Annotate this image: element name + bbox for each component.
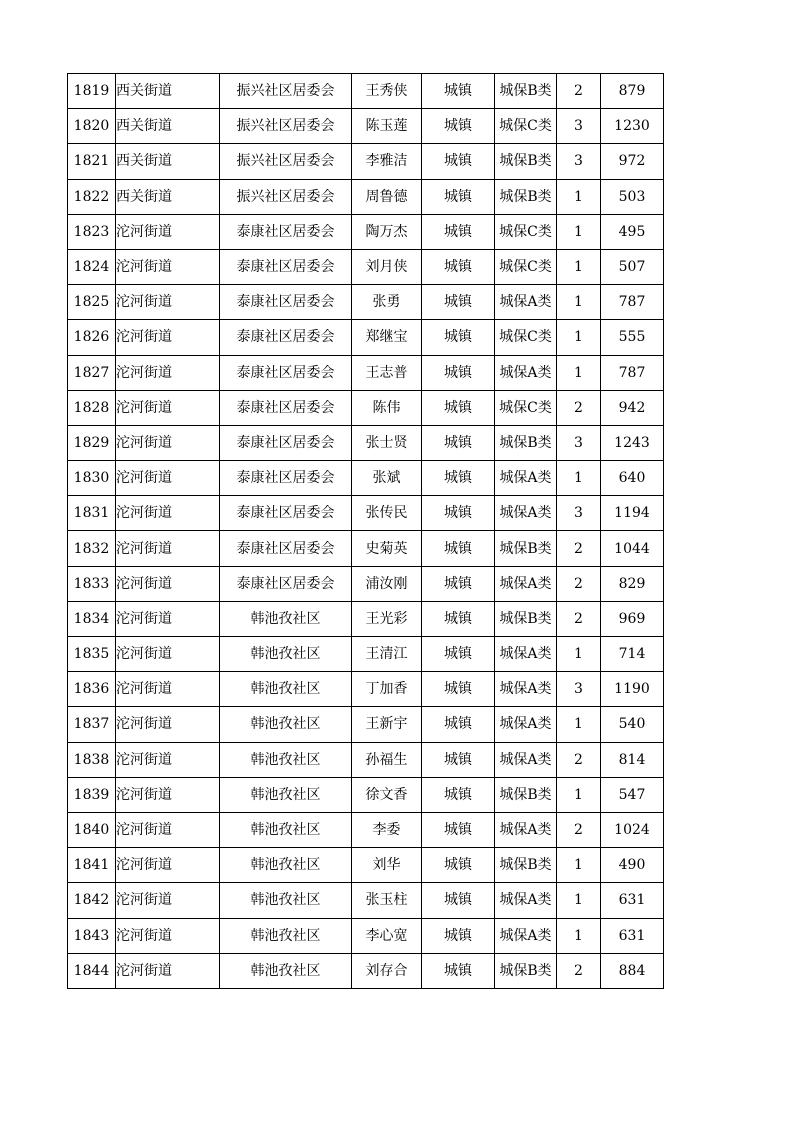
person-name-cell: 陈玉莲 xyxy=(352,109,422,144)
amount-cell: 829 xyxy=(601,566,664,601)
area-type-cell: 城镇 xyxy=(422,883,495,918)
area-type-cell: 城镇 xyxy=(422,109,495,144)
household-count-cell: 1 xyxy=(557,214,601,249)
street-cell: 沱河街道 xyxy=(116,214,220,249)
row-number-cell: 1820 xyxy=(68,109,116,144)
amount-cell: 1190 xyxy=(601,672,664,707)
table-row xyxy=(68,883,664,918)
insurance-category-cell: 城保B类 xyxy=(495,848,557,883)
area-type-cell: 城镇 xyxy=(422,425,495,460)
amount-cell: 972 xyxy=(601,144,664,179)
street-cell: 西关街道 xyxy=(116,144,220,179)
community-cell: 韩池孜社区 xyxy=(220,777,352,812)
insurance-category-cell: 城保B类 xyxy=(495,425,557,460)
household-count-cell: 1 xyxy=(557,848,601,883)
street-cell: 西关街道 xyxy=(116,109,220,144)
person-name-cell: 浦汝刚 xyxy=(352,566,422,601)
table-row xyxy=(68,355,664,390)
table-row xyxy=(68,812,664,847)
person-name-cell: 王清江 xyxy=(352,637,422,672)
community-cell: 泰康社区居委会 xyxy=(220,214,352,249)
community-cell: 振兴社区居委会 xyxy=(220,74,352,109)
household-count-cell: 3 xyxy=(557,425,601,460)
insurance-category-cell: 城保B类 xyxy=(495,601,557,636)
household-count-cell: 2 xyxy=(557,742,601,777)
row-number-cell: 1824 xyxy=(68,249,116,284)
street-cell: 沱河街道 xyxy=(116,390,220,425)
insurance-category-cell: 城保A类 xyxy=(495,883,557,918)
table-row xyxy=(68,425,664,460)
insurance-category-cell: 城保C类 xyxy=(495,249,557,284)
person-name-cell: 张勇 xyxy=(352,285,422,320)
row-number-cell: 1844 xyxy=(68,953,116,988)
area-type-cell: 城镇 xyxy=(422,812,495,847)
row-number-cell: 1842 xyxy=(68,883,116,918)
street-cell: 沱河街道 xyxy=(116,848,220,883)
household-count-cell: 1 xyxy=(557,285,601,320)
row-number-cell: 1835 xyxy=(68,637,116,672)
table-row xyxy=(68,249,664,284)
household-count-cell: 2 xyxy=(557,812,601,847)
insurance-category-cell: 城保C类 xyxy=(495,109,557,144)
street-cell: 西关街道 xyxy=(116,74,220,109)
insurance-category-cell: 城保B类 xyxy=(495,179,557,214)
amount-cell: 884 xyxy=(601,953,664,988)
person-name-cell: 张玉柱 xyxy=(352,883,422,918)
insurance-category-cell: 城保A类 xyxy=(495,355,557,390)
row-number-cell: 1826 xyxy=(68,320,116,355)
person-name-cell: 周鲁德 xyxy=(352,179,422,214)
area-type-cell: 城镇 xyxy=(422,144,495,179)
community-cell: 韩池孜社区 xyxy=(220,918,352,953)
community-cell: 泰康社区居委会 xyxy=(220,566,352,601)
amount-cell: 1243 xyxy=(601,425,664,460)
household-count-cell: 2 xyxy=(557,390,601,425)
amount-cell: 495 xyxy=(601,214,664,249)
community-cell: 泰康社区居委会 xyxy=(220,390,352,425)
street-cell: 沱河街道 xyxy=(116,355,220,390)
insurance-category-cell: 城保A类 xyxy=(495,672,557,707)
row-number-cell: 1832 xyxy=(68,531,116,566)
area-type-cell: 城镇 xyxy=(422,953,495,988)
person-name-cell: 王新宇 xyxy=(352,707,422,742)
street-cell: 沱河街道 xyxy=(116,883,220,918)
row-number-cell: 1822 xyxy=(68,179,116,214)
table-row xyxy=(68,179,664,214)
insurance-category-cell: 城保B类 xyxy=(495,74,557,109)
person-name-cell: 王志普 xyxy=(352,355,422,390)
person-name-cell: 张传民 xyxy=(352,496,422,531)
amount-cell: 787 xyxy=(601,285,664,320)
person-name-cell: 李委 xyxy=(352,812,422,847)
street-cell: 沱河街道 xyxy=(116,918,220,953)
insurance-category-cell: 城保C类 xyxy=(495,320,557,355)
table-row xyxy=(68,672,664,707)
street-cell: 沱河街道 xyxy=(116,566,220,601)
amount-cell: 1194 xyxy=(601,496,664,531)
community-cell: 泰康社区居委会 xyxy=(220,531,352,566)
insurance-category-cell: 城保A类 xyxy=(495,285,557,320)
table-row xyxy=(68,848,664,883)
household-count-cell: 1 xyxy=(557,707,601,742)
person-name-cell: 丁加香 xyxy=(352,672,422,707)
insurance-category-cell: 城保A类 xyxy=(495,461,557,496)
household-count-cell: 1 xyxy=(557,249,601,284)
table-row xyxy=(68,601,664,636)
person-name-cell: 张士贤 xyxy=(352,425,422,460)
amount-cell: 640 xyxy=(601,461,664,496)
insurance-category-cell: 城保A类 xyxy=(495,707,557,742)
amount-cell: 490 xyxy=(601,848,664,883)
household-count-cell: 1 xyxy=(557,918,601,953)
area-type-cell: 城镇 xyxy=(422,531,495,566)
area-type-cell: 城镇 xyxy=(422,179,495,214)
table-row xyxy=(68,285,664,320)
row-number-cell: 1819 xyxy=(68,74,116,109)
row-number-cell: 1828 xyxy=(68,390,116,425)
community-cell: 韩池孜社区 xyxy=(220,672,352,707)
table-row xyxy=(68,461,664,496)
insurance-category-cell: 城保B类 xyxy=(495,144,557,179)
row-number-cell: 1830 xyxy=(68,461,116,496)
person-name-cell: 郑继宝 xyxy=(352,320,422,355)
amount-cell: 942 xyxy=(601,390,664,425)
table-row xyxy=(68,707,664,742)
table-row xyxy=(68,566,664,601)
household-count-cell: 1 xyxy=(557,355,601,390)
community-cell: 韩池孜社区 xyxy=(220,637,352,672)
table-row xyxy=(68,918,664,953)
amount-cell: 1024 xyxy=(601,812,664,847)
area-type-cell: 城镇 xyxy=(422,672,495,707)
row-number-cell: 1827 xyxy=(68,355,116,390)
insurance-category-cell: 城保A类 xyxy=(495,566,557,601)
area-type-cell: 城镇 xyxy=(422,74,495,109)
household-count-cell: 2 xyxy=(557,566,601,601)
community-cell: 振兴社区居委会 xyxy=(220,144,352,179)
area-type-cell: 城镇 xyxy=(422,566,495,601)
insurance-category-cell: 城保C类 xyxy=(495,214,557,249)
community-cell: 泰康社区居委会 xyxy=(220,320,352,355)
person-name-cell: 刘华 xyxy=(352,848,422,883)
row-number-cell: 1834 xyxy=(68,601,116,636)
amount-cell: 503 xyxy=(601,179,664,214)
person-name-cell: 徐文香 xyxy=(352,777,422,812)
street-cell: 沱河街道 xyxy=(116,461,220,496)
person-name-cell: 刘月侠 xyxy=(352,249,422,284)
amount-cell: 969 xyxy=(601,601,664,636)
row-number-cell: 1836 xyxy=(68,672,116,707)
person-name-cell: 刘存合 xyxy=(352,953,422,988)
community-cell: 振兴社区居委会 xyxy=(220,109,352,144)
street-cell: 沱河街道 xyxy=(116,707,220,742)
table-row xyxy=(68,742,664,777)
roster-table-body xyxy=(68,74,664,989)
area-type-cell: 城镇 xyxy=(422,637,495,672)
household-count-cell: 2 xyxy=(557,531,601,566)
area-type-cell: 城镇 xyxy=(422,461,495,496)
street-cell: 沱河街道 xyxy=(116,425,220,460)
person-name-cell: 王秀侠 xyxy=(352,74,422,109)
street-cell: 沱河街道 xyxy=(116,953,220,988)
insurance-category-cell: 城保B类 xyxy=(495,777,557,812)
street-cell: 沱河街道 xyxy=(116,285,220,320)
amount-cell: 540 xyxy=(601,707,664,742)
table-row xyxy=(68,531,664,566)
area-type-cell: 城镇 xyxy=(422,742,495,777)
amount-cell: 787 xyxy=(601,355,664,390)
community-cell: 振兴社区居委会 xyxy=(220,179,352,214)
household-count-cell: 1 xyxy=(557,179,601,214)
household-count-cell: 1 xyxy=(557,883,601,918)
person-name-cell: 王光彩 xyxy=(352,601,422,636)
community-cell: 泰康社区居委会 xyxy=(220,355,352,390)
table-row xyxy=(68,953,664,988)
community-cell: 泰康社区居委会 xyxy=(220,496,352,531)
person-name-cell: 张斌 xyxy=(352,461,422,496)
insurance-category-cell: 城保C类 xyxy=(495,390,557,425)
table-row xyxy=(68,109,664,144)
amount-cell: 555 xyxy=(601,320,664,355)
insurance-category-cell: 城保A类 xyxy=(495,637,557,672)
area-type-cell: 城镇 xyxy=(422,285,495,320)
row-number-cell: 1841 xyxy=(68,848,116,883)
amount-cell: 814 xyxy=(601,742,664,777)
row-number-cell: 1839 xyxy=(68,777,116,812)
person-name-cell: 史菊英 xyxy=(352,531,422,566)
street-cell: 沱河街道 xyxy=(116,777,220,812)
row-number-cell: 1843 xyxy=(68,918,116,953)
street-cell: 沱河街道 xyxy=(116,637,220,672)
row-number-cell: 1837 xyxy=(68,707,116,742)
household-count-cell: 3 xyxy=(557,496,601,531)
community-cell: 韩池孜社区 xyxy=(220,883,352,918)
street-cell: 沱河街道 xyxy=(116,672,220,707)
area-type-cell: 城镇 xyxy=(422,601,495,636)
person-name-cell: 李雅洁 xyxy=(352,144,422,179)
table-row xyxy=(68,214,664,249)
street-cell: 沱河街道 xyxy=(116,601,220,636)
insurance-category-cell: 城保B类 xyxy=(495,531,557,566)
area-type-cell: 城镇 xyxy=(422,848,495,883)
household-count-cell: 1 xyxy=(557,461,601,496)
amount-cell: 547 xyxy=(601,777,664,812)
row-number-cell: 1833 xyxy=(68,566,116,601)
street-cell: 沱河街道 xyxy=(116,531,220,566)
person-name-cell: 陶万杰 xyxy=(352,214,422,249)
insurance-category-cell: 城保A类 xyxy=(495,918,557,953)
area-type-cell: 城镇 xyxy=(422,249,495,284)
area-type-cell: 城镇 xyxy=(422,320,495,355)
household-count-cell: 2 xyxy=(557,601,601,636)
row-number-cell: 1840 xyxy=(68,812,116,847)
street-cell: 沱河街道 xyxy=(116,249,220,284)
amount-cell: 714 xyxy=(601,637,664,672)
table-row xyxy=(68,390,664,425)
area-type-cell: 城镇 xyxy=(422,707,495,742)
community-cell: 韩池孜社区 xyxy=(220,601,352,636)
area-type-cell: 城镇 xyxy=(422,918,495,953)
household-count-cell: 1 xyxy=(557,637,601,672)
area-type-cell: 城镇 xyxy=(422,214,495,249)
person-name-cell: 孙福生 xyxy=(352,742,422,777)
community-cell: 韩池孜社区 xyxy=(220,953,352,988)
street-cell: 西关街道 xyxy=(116,179,220,214)
household-count-cell: 2 xyxy=(557,953,601,988)
row-number-cell: 1838 xyxy=(68,742,116,777)
household-count-cell: 3 xyxy=(557,672,601,707)
community-cell: 泰康社区居委会 xyxy=(220,285,352,320)
household-count-cell: 2 xyxy=(557,74,601,109)
roster-table xyxy=(67,73,664,989)
community-cell: 韩池孜社区 xyxy=(220,742,352,777)
household-count-cell: 1 xyxy=(557,320,601,355)
amount-cell: 1230 xyxy=(601,109,664,144)
insurance-category-cell: 城保A类 xyxy=(495,812,557,847)
insurance-category-cell: 城保B类 xyxy=(495,953,557,988)
table-row xyxy=(68,320,664,355)
row-number-cell: 1823 xyxy=(68,214,116,249)
street-cell: 沱河街道 xyxy=(116,812,220,847)
community-cell: 韩池孜社区 xyxy=(220,707,352,742)
amount-cell: 879 xyxy=(601,74,664,109)
household-count-cell: 1 xyxy=(557,777,601,812)
row-number-cell: 1831 xyxy=(68,496,116,531)
amount-cell: 631 xyxy=(601,918,664,953)
insurance-category-cell: 城保A类 xyxy=(495,742,557,777)
table-row xyxy=(68,144,664,179)
community-cell: 韩池孜社区 xyxy=(220,812,352,847)
street-cell: 沱河街道 xyxy=(116,496,220,531)
table-row xyxy=(68,637,664,672)
area-type-cell: 城镇 xyxy=(422,355,495,390)
community-cell: 韩池孜社区 xyxy=(220,848,352,883)
household-count-cell: 3 xyxy=(557,109,601,144)
table-row xyxy=(68,496,664,531)
person-name-cell: 陈伟 xyxy=(352,390,422,425)
row-number-cell: 1821 xyxy=(68,144,116,179)
amount-cell: 507 xyxy=(601,249,664,284)
street-cell: 沱河街道 xyxy=(116,320,220,355)
insurance-category-cell: 城保A类 xyxy=(495,496,557,531)
community-cell: 泰康社区居委会 xyxy=(220,249,352,284)
row-number-cell: 1829 xyxy=(68,425,116,460)
community-cell: 泰康社区居委会 xyxy=(220,461,352,496)
area-type-cell: 城镇 xyxy=(422,496,495,531)
area-type-cell: 城镇 xyxy=(422,390,495,425)
household-count-cell: 3 xyxy=(557,144,601,179)
table-row xyxy=(68,74,664,109)
area-type-cell: 城镇 xyxy=(422,777,495,812)
amount-cell: 631 xyxy=(601,883,664,918)
row-number-cell: 1825 xyxy=(68,285,116,320)
street-cell: 沱河街道 xyxy=(116,742,220,777)
table-row xyxy=(68,777,664,812)
community-cell: 泰康社区居委会 xyxy=(220,425,352,460)
amount-cell: 1044 xyxy=(601,531,664,566)
person-name-cell: 李心宽 xyxy=(352,918,422,953)
